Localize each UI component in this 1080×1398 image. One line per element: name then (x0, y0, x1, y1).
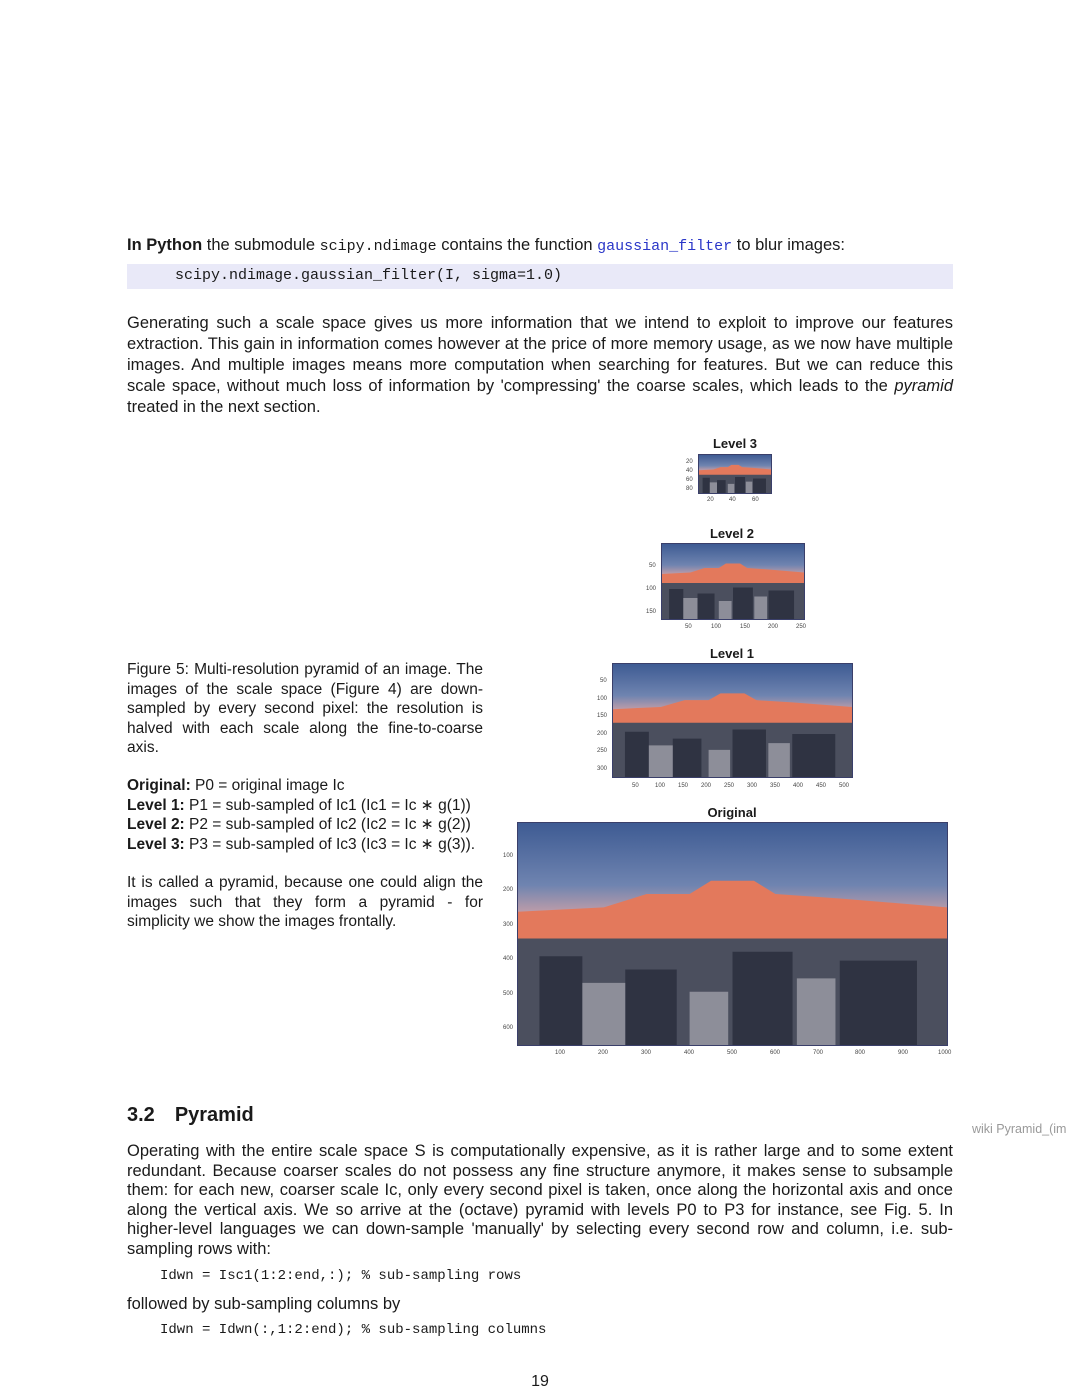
python-lead: In Python (127, 236, 203, 254)
xtick: 300 (747, 783, 758, 789)
level-label: Level 3: (127, 835, 185, 853)
section-number: 3.2 (127, 1104, 155, 1126)
xtick: 40 (729, 497, 736, 503)
ytick: 100 (597, 696, 608, 702)
ytick: 250 (597, 748, 608, 754)
ytick: 150 (597, 713, 608, 719)
ytick: 200 (503, 887, 514, 893)
ytick: 300 (597, 766, 608, 772)
xtick: 350 (770, 783, 781, 789)
panel-title-level-2: Level 2 (709, 526, 755, 541)
xtick: 150 (678, 783, 689, 789)
between-text: followed by sub-sampling columns by (127, 1295, 401, 1313)
function-link[interactable]: gaussian_filter (597, 238, 733, 255)
ytick: 40 (686, 468, 693, 474)
xtick: 150 (740, 624, 751, 630)
caption-levels (127, 776, 507, 854)
ytick: 20 (686, 459, 693, 465)
level-label: Original: (127, 777, 191, 794)
xtick: 600 (770, 1050, 781, 1056)
paragraph1-text: Generating such a scale space gives us more information that we intend to exploit to improve our features extraction. This gain in information comes however at the price of more memory usage, as we now have multiple images. And multiple images means more computation when searching for features. But we can reduce this scale space, without much loss of information by 'compressing' the coarse scales, which leads to the (127, 314, 953, 395)
level-text: P0 = original image Ic (190, 777, 345, 794)
xtick: 250 (796, 624, 807, 630)
level-label: Level 2: (127, 816, 185, 833)
ytick: 60 (686, 477, 693, 483)
xtick: 700 (813, 1050, 824, 1056)
level-text: P2 = sub-sampled of Ic2 (Ic2 = Ic ∗ g(2)) (184, 816, 471, 833)
xtick: 400 (684, 1050, 695, 1056)
xtick: 500 (839, 783, 850, 789)
xtick: 450 (816, 783, 827, 789)
ytick: 500 (503, 991, 514, 997)
level-label: Level 1: (127, 796, 185, 814)
image-level-1 (612, 663, 853, 778)
paragraph1-tail: treated in the next section. (127, 398, 321, 416)
paragraph-pyramid: Operating with the entire scale space S is computationally expensive, as it is rather large and to some extent redundant. Because coarser scales do not possess any fine structure anymore, it makes sense to subsample them: for each new, coarser scale Ic, only every second pixel is taken, once along the horizontal axis and once along the vertical axis. We so arrive at the (octave) pyramid with levels P0 to P3 for instance, see Fig. 5. In higher-level languages we can down-sample 'manually' by selecting every second row and column, i.e. sub-sampling rows with: (127, 1142, 953, 1258)
module-name: scipy.ndimage (319, 238, 437, 255)
xtick: 100 (655, 783, 666, 789)
image-level-3 (698, 454, 772, 494)
ytick: 300 (503, 922, 514, 928)
xtick: 400 (793, 783, 804, 789)
xtick: 300 (641, 1050, 652, 1056)
city-photo-level-3 (699, 455, 771, 493)
section-heading (127, 1104, 254, 1127)
python-text-3: to blur images: (732, 236, 845, 254)
xtick: 100 (555, 1050, 566, 1056)
city-photo-level-2 (662, 544, 804, 619)
ytick: 400 (503, 956, 514, 962)
figure-caption: Figure 5: Multi-resolution pyramid of an image. The images of the scale space (Figure 4) are down-sampled by every second pixel: the resolution is halved with each scale along the fine-to-coarse axis. (127, 661, 483, 756)
ytick: 50 (649, 563, 656, 569)
python-text-1: the submodule (202, 236, 320, 254)
caption-level-original (127, 776, 507, 796)
panel-title-level-3: Level 3 (712, 436, 758, 451)
level-text: P3 = sub-sampled of Ic3 (Ic3 = Ic ∗ g(3)). (184, 835, 476, 853)
code-line-columns: Idwn = Idwn(:,1:2:end); % sub-sampling columns (160, 1322, 547, 1338)
xtick: 500 (727, 1050, 738, 1056)
caption-level-3 (127, 835, 507, 855)
paragraph-scale-space (127, 313, 953, 418)
ytick: 100 (503, 853, 514, 859)
xtick: 200 (598, 1050, 609, 1056)
xtick: 900 (898, 1050, 909, 1056)
xtick: 60 (752, 497, 759, 503)
python-text-2: contains the function (436, 236, 598, 254)
xtick: 50 (632, 783, 639, 789)
caption-level-2 (127, 815, 507, 835)
image-level-2 (661, 543, 805, 620)
ytick: 50 (600, 678, 607, 684)
level-text: P1 = sub-sampled of Ic1 (Ic1 = Ic ∗ g(1)) (184, 796, 471, 814)
code-block-text: scipy.ndimage.gaussian_filter(I, sigma=1.0) (175, 267, 563, 284)
panel-title-level-1: Level 1 (709, 646, 755, 661)
ytick: 100 (646, 586, 657, 592)
paragraph1-emphasis: pyramid (894, 377, 953, 395)
code-line-rows: Idwn = Isc1(1:2:end,:); % sub-sampling rows (160, 1268, 522, 1284)
xtick: 200 (701, 783, 712, 789)
image-original (517, 822, 948, 1046)
panel-title-original: Original (707, 805, 757, 820)
caption-tail: It is called a pyramid, because one could align the images such that they form a pyramid - for simplicity we show the images frontally. (127, 874, 483, 930)
xtick: 200 (768, 624, 779, 630)
margin-note: wiki Pyramid_(im (972, 1122, 1067, 1136)
city-photo-original (518, 823, 947, 1045)
xtick: 800 (855, 1050, 866, 1056)
ytick: 600 (503, 1025, 514, 1031)
xtick: 50 (685, 624, 692, 630)
ytick: 150 (646, 609, 657, 615)
xtick: 1000 (938, 1050, 952, 1056)
city-photo-level-1 (613, 664, 852, 777)
python-intro (127, 235, 957, 257)
section-title: Pyramid (174, 1104, 254, 1126)
xtick: 100 (711, 624, 722, 630)
ytick: 200 (597, 731, 608, 737)
code-block (127, 264, 953, 289)
ytick: 80 (686, 486, 693, 492)
caption-level-1 (127, 796, 507, 816)
xtick: 250 (724, 783, 735, 789)
xtick: 20 (707, 497, 714, 503)
page-number: 19 (531, 1373, 549, 1390)
